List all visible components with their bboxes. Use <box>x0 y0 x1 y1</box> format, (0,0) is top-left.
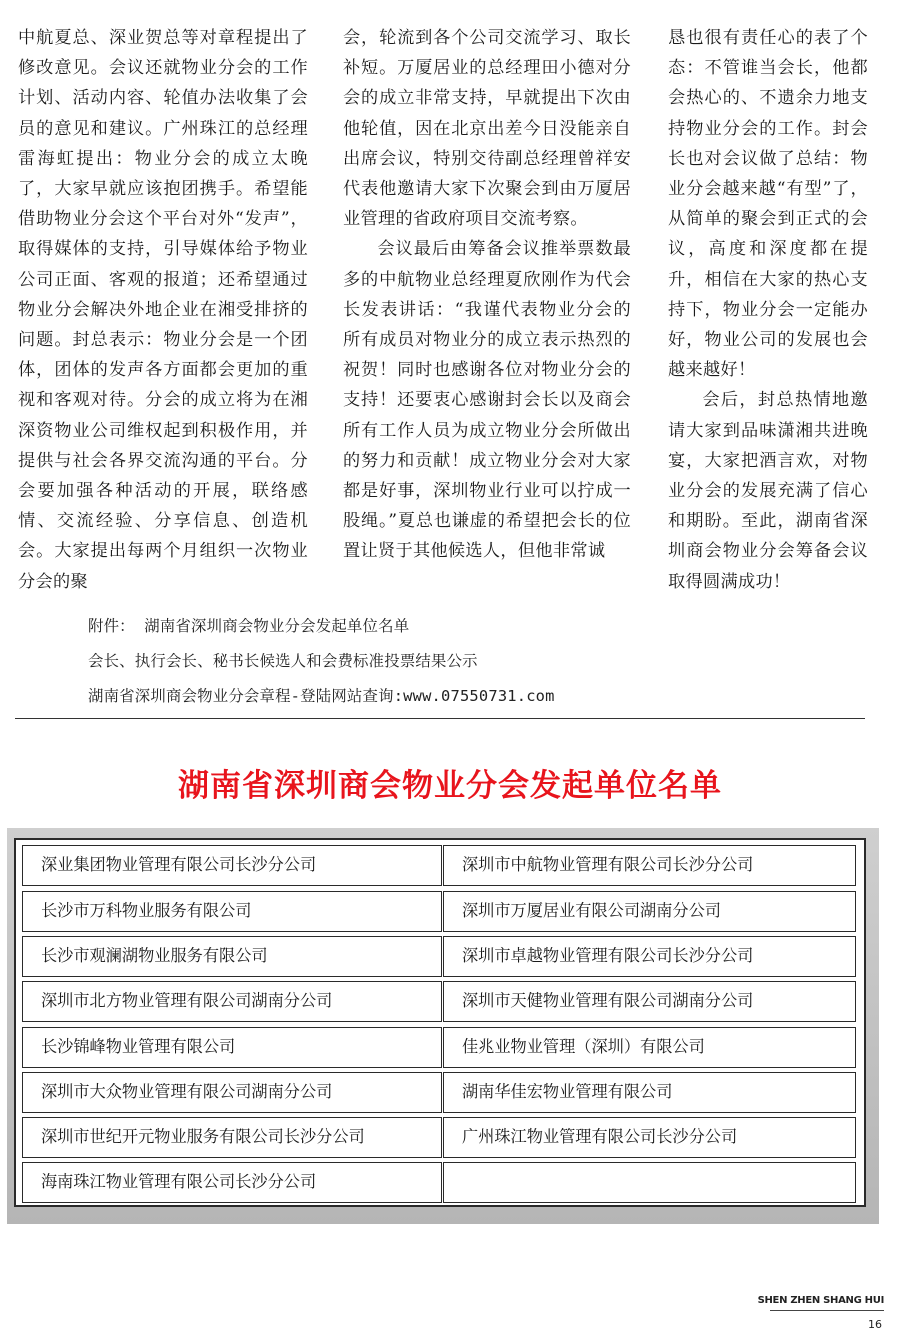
paragraph: 会议最后由筹备会议推举票数最多的中航物业总经理夏欣刚作为代会长发表讲话：“我谨代表物业分会的所有成员对物业分的成立表示热烈的祝贺！同时也感谢各位对物业分会的支持！还要衷心感谢封会长以及商会所有工作人员为成立物业分会所做出的努力和贡献！成立物业分会对大家都是好事，深圳物业行业可以拧成一股绳。”夏总也谦虚的希望把会长的位置让贤于其他候选人，但他非常诚 <box>343 239 631 562</box>
article-column-3 <box>668 23 868 597</box>
table-cell-right: 湖南华佳宏物业管理有限公司 <box>443 1072 856 1113</box>
table-cell-left: 深圳市大众物业管理有限公司湖南分公司 <box>22 1072 442 1113</box>
table-cell-left: 海南珠江物业管理有限公司长沙分公司 <box>22 1162 442 1203</box>
paragraph: 中航夏总、深业贺总等对章程提出了修改意见。会议还就物业分会的工作计划、活动内容、轮值办法收集了会员的意见和建议。广州珠江的总经理雷海虹提出：物业分会的成立太晚了，大家早就应该抱团携手。希望能借助物业分会这个平台对外“发声”，取得媒体的支持，引导媒体给予物业公司正面、客观的报道；还希望通过物业分会解决外地企业在湘受排挤的问题。封总表示：物业分会是一个团体，团体的发声各方面都会更加的重视和客观对待。分会的成立将为在湘深资物业公司维权起到积极作用，并提供与社会各界交流沟通的平台。分会要加强各种活动的开展，联络感情、交流经验、分享信息、创造机会。大家提出每两个月组织一次物业分会的聚 <box>18 28 308 592</box>
table-cell-left: 长沙市观澜湖物业服务有限公司 <box>22 936 442 977</box>
attachment-line: 会长、执行会长、秘书长候选人和会费标准投票结果公示 <box>88 652 478 670</box>
footer-rule <box>770 1310 884 1311</box>
attachment-line: 附件： 湖南省深圳商会物业分会发起单位名单 <box>88 617 410 635</box>
section-divider <box>15 718 865 719</box>
table-cell-right: 深圳市中航物业管理有限公司长沙分公司 <box>443 845 856 886</box>
table-cell-right <box>443 1162 856 1203</box>
table-cell-left: 深圳市世纪开元物业服务有限公司长沙分公司 <box>22 1117 442 1158</box>
founding-members-table <box>14 838 866 1207</box>
attachment-line-website: 湖南省深圳商会物业分会章程-登陆网站查询:www.07550731.com <box>88 687 555 705</box>
table-cell-right: 深圳市卓越物业管理有限公司长沙分公司 <box>443 936 856 977</box>
table-cell-left: 长沙市万科物业服务有限公司 <box>22 891 442 932</box>
table-title: 湖南省深圳商会物业分会发起单位名单 <box>178 768 722 804</box>
article-column-1 <box>18 23 308 597</box>
table-cell-left: 长沙锦峰物业管理有限公司 <box>22 1027 442 1068</box>
article-column-2 <box>343 23 631 567</box>
table-cell-right: 深圳市天健物业管理有限公司湖南分公司 <box>443 981 856 1022</box>
paragraph: 恳也很有责任心的表了个态：不管谁当会长，他都会热心的、不遗余力地支持物业分会的工作。封会长也对会议做了总结：物业分会越来越“有型”了，从简单的聚会到正式的会议，高度和深度都在提升，相信在大家的热心支持下，物业分会一定能办好，物业公司的发展也会越来越好！ <box>668 28 868 381</box>
magazine-brand: SHEN ZHEN SHANG HUI <box>757 1295 884 1306</box>
page-number: 16 <box>868 1318 882 1331</box>
table-cell-right: 广州珠江物业管理有限公司长沙分公司 <box>443 1117 856 1158</box>
paragraph: 会后，封总热情地邀请大家到品味潇湘共进晚宴，大家把酒言欢，对物业分会的发展充满了信心和期盼。至此，湖南省深圳商会物业分会筹备会议取得圆满成功！ <box>668 390 868 592</box>
table-cell-left: 深业集团物业管理有限公司长沙分公司 <box>22 845 442 886</box>
paragraph: 会，轮流到各个公司交流学习、取长补短。万厦居业的总经理田小德对分会的成立非常支持，早就提出下次由他轮值，因在北京出差今日没能亲自出席会议，特别交待副总经理曾祥安代表他邀请大家下次聚会到由万厦居业管理的省政府项目交流考察。 <box>343 28 631 230</box>
table-cell-right: 深圳市万厦居业有限公司湖南分公司 <box>443 891 856 932</box>
table-cell-right: 佳兆业物业管理（深圳）有限公司 <box>443 1027 856 1068</box>
table-cell-left: 深圳市北方物业管理有限公司湖南分公司 <box>22 981 442 1022</box>
